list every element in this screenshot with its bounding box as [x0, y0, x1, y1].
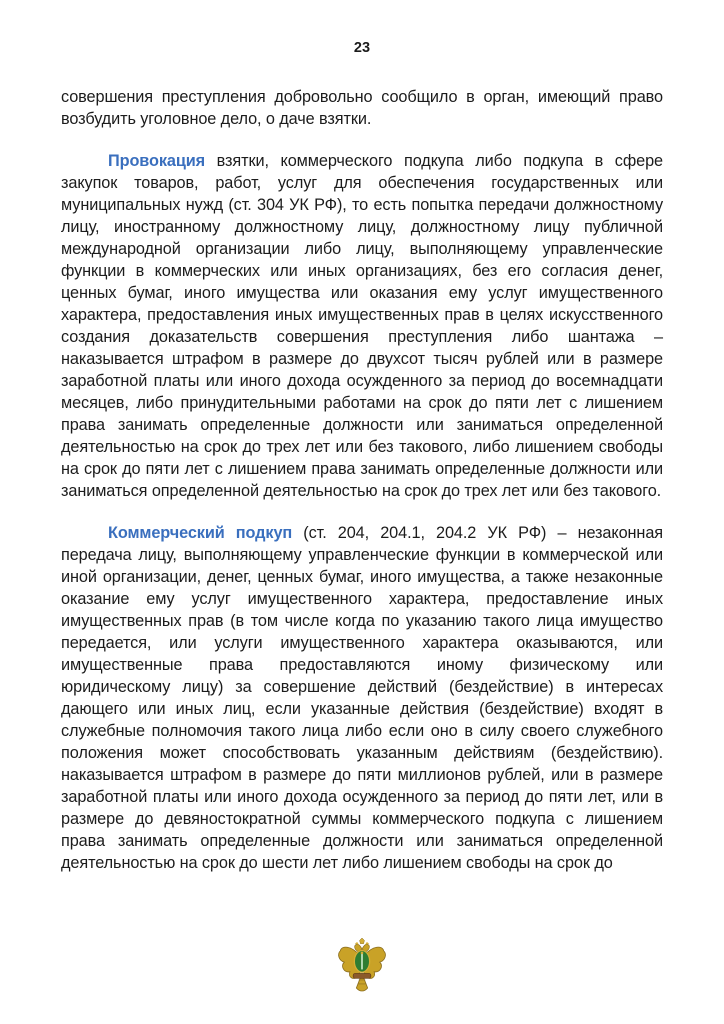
term-commercial-bribery: Коммерческий подкуп [108, 524, 293, 542]
paragraph-text: взятки, коммерческого подкупа либо подкупа в сфере закупок товаров, работ, услуг для обеспечения государственных или муниципальных нужд (ст. 304 УК РФ), то есть попытка передачи должностному лицу, иностранному должностному лицу, должностному лицу публичной международной организации либо лицу, выполняющему управленческие функции в коммерческих или иных организациях, без его согласия денег, ценных бумаг, иного имущества или оказания ему услуг имущественного характера, предоставления иных имущественных прав в целях искусственного создания доказательств совершения преступления либо шантажа – наказывается штрафом в размере до двухсот тысяч рублей или в размере заработной платы или иного дохода осужденного за период до восемнадцати месяцев, либо принудительными работами на срок до пяти лет с лишением права занимать определенные должности или заниматься определенной деятельностью на срок до трех лет или без такового, либо лишением свободы на срок до пяти лет с лишением права занимать определенные должности или заниматься определенной деятельностью на срок до трех лет или без такового. [61, 152, 663, 500]
paragraph-provocation [61, 150, 663, 502]
paragraph-text: совершения преступления добровольно сообщило в орган, имеющий право возбудить уголовное дело, о даче взятки. [61, 88, 663, 128]
page-number: 23 [353, 40, 371, 56]
term-provocation: Провокация [108, 152, 206, 170]
paragraph-commercial-bribery [61, 522, 663, 874]
page-body [61, 86, 663, 874]
paragraph-continuation [61, 86, 663, 130]
prosecutor-emblem-icon [336, 938, 388, 996]
paragraph-text: (ст. 204, 204.1, 204.2 УК РФ) – незаконная передача лицу, выполняющему управленческие функции в коммерческой или иной организации, денег, ценных бумаг, иного имущества, а также незаконные оказание ему услуг имущественного характера, предоставление иных имущественных прав (в том числе когда по указанию такого лица имущество передается, или услуги имущественного характера оказываются, или имущественные права предоставляются иному физическому или юридическому лицу) за совершение действий (бездействие) в интересах дающего или иных лиц, если указанные действия (бездействие) входят в служебные полномочия такого лица либо если оно в силу своего служебного положения может способствовать указанным действиям (бездействию). наказывается штрафом в размере до пяти миллионов рублей, или в размере заработной платы или иного дохода осужденного за период до пяти лет, или в размере до девяностократной суммы коммерческого подкупа с лишением права занимать определенные должности или заниматься определенной деятельностью на срок до шести лет либо лишением свободы на срок до [61, 524, 663, 872]
